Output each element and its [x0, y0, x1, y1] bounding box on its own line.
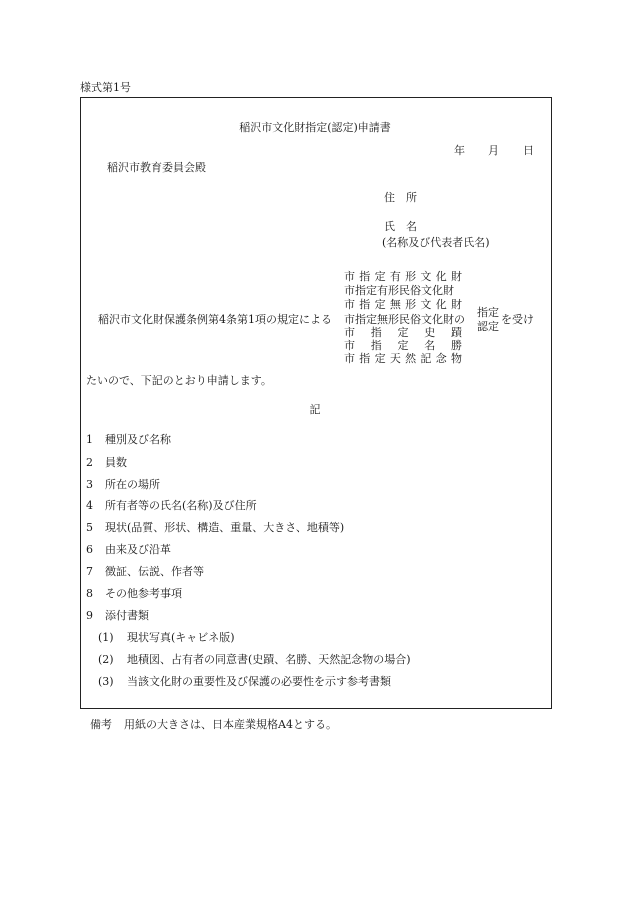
list-item: 8 その他参考事項 — [86, 587, 182, 600]
type-tangible-cultural-property: 市 指 定 有 形 文 化 財 — [344, 270, 462, 283]
list-item: 4 所有者等の氏名(名称)及び住所 — [86, 499, 257, 512]
certification-label: 認定 — [477, 320, 499, 333]
list-item: 2 員数 — [86, 456, 127, 469]
name-label: 氏 名 — [384, 220, 417, 233]
designation-label: 指定 — [477, 306, 499, 319]
date-day-label: 日 — [523, 144, 534, 157]
name-note: (名称及び代表者氏名) — [382, 236, 490, 249]
attachment-item: (3) 当該文化財の重要性及び保護の必要性を示す参考書類 — [98, 675, 391, 688]
ki-heading: 記 — [309, 403, 321, 416]
attachment-item: (2) 地積図、占有者の同意書(史蹟、名勝、天然記念物の場合) — [98, 653, 411, 666]
body-suffix-text: を受け — [501, 313, 534, 326]
body-lead-text: 稲沢市文化財保護条例第4条第1項の規定による — [98, 313, 332, 326]
list-item: 5 現状(品質、形状、構造、重量、大きさ、地積等) — [86, 521, 345, 534]
type-natural-monument: 市 指 定 天 然 記 念 物 — [344, 352, 462, 365]
addressee: 稲沢市教育委員会殿 — [107, 161, 206, 174]
remark-label: 備考 — [90, 718, 112, 731]
body-continuation-text: たいので、下記のとおり申請します。 — [86, 374, 272, 387]
remark-text: 用紙の大きさは、日本産業規格A4とする。 — [124, 718, 337, 731]
type-historic-site: 市 指 定 史 蹟 — [344, 326, 462, 339]
list-item: 3 所在の場所 — [86, 478, 160, 491]
list-item: 1 種別及び名称 — [86, 433, 171, 446]
date-year-label: 年 — [454, 144, 465, 157]
type-tangible-folk-cultural-property: 市指定有形民俗文化財 — [344, 284, 454, 297]
list-item: 7 徴証、伝説、作者等 — [86, 565, 204, 578]
list-item: 6 由来及び沿革 — [86, 543, 171, 556]
form-title: 稲沢市文化財指定(認定)申請書 — [239, 121, 391, 134]
form-number: 様式第1号 — [80, 81, 131, 94]
address-label: 住 所 — [384, 191, 417, 204]
type-scenic-beauty: 市 指 定 名 勝 — [344, 339, 462, 352]
attachment-item: (1) 現状写真(キャビネ版) — [98, 631, 235, 644]
type-intangible-folk-cultural-property: 市指定無形民俗文化財の — [344, 313, 465, 326]
list-item: 9 添付書類 — [86, 609, 149, 622]
date-month-label: 月 — [488, 144, 499, 157]
type-intangible-cultural-property: 市 指 定 無 形 文 化 財 — [344, 298, 462, 311]
